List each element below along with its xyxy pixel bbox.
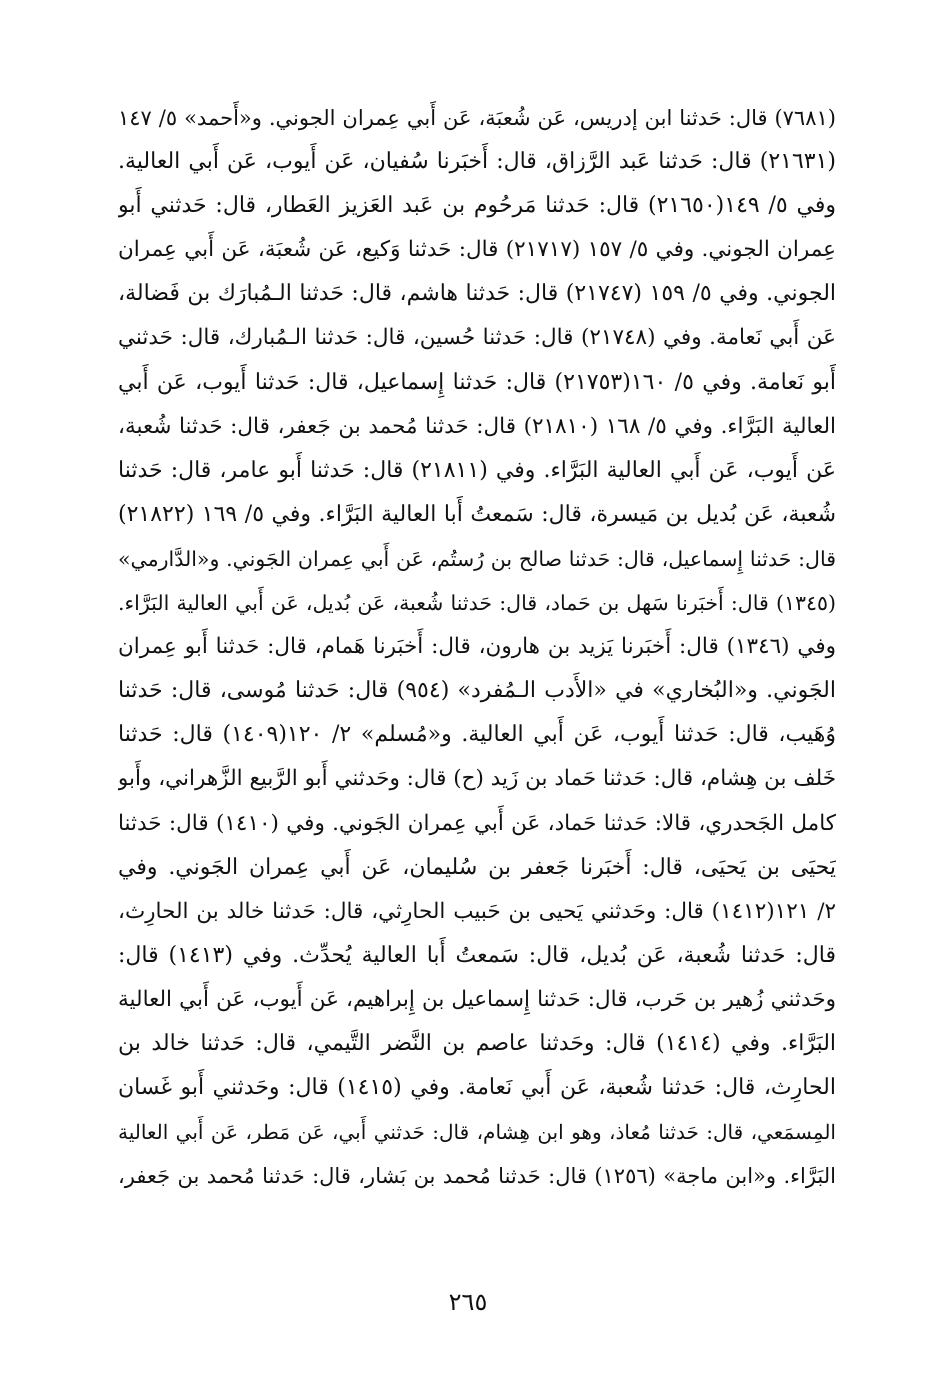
text-line: المِسمَعي، قال: حَدثنا مُعاذ، وهو ابن هِشام، قال: حَدثني أَبي، عَن مَطر، عَن أَبي العالية bbox=[118, 1120, 836, 1145]
text-line: خَلف بن هِشام، قال: حَدثنا حَماد بن زَيد (ح) قال: وحَدثني أَبو الرَّبيع الزَّهراني، وأَبو bbox=[118, 766, 836, 792]
text-line: الجَوني. و«البُخاري» في «الأَدب الـمُفرد» (٩٥٤) قال: حَدثنا مُوسى، قال: حَدثنا bbox=[118, 678, 836, 704]
text-line: البَرَّاء. وفي (١٤١٤) قال: وحَدثنا عاصم بن النَّضر التَّيمي، قال: حَدثنا خالد بن bbox=[118, 1030, 836, 1056]
text-line: وفي ٥/ ١٤٩(٢١٦٥٠) قال: حَدثنا مَرحُوم بن عَبد العَزيز العَطار، قال: حَدثني أَبو bbox=[118, 193, 836, 219]
text-line: الجوني. وفي ٥/ ١٥٩ (٢١٧٤٧) قال: حَدثنا هاشم، قال: حَدثنا الـمُبارَك بن فَضالة، bbox=[118, 281, 836, 307]
text-line: شُعبة، عَن بُديل بن مَيسرة، قال: سَمعتُ أَبا العالية البَرَّاء. وفي ٥/ ١٦٩ (٢١٨٢٢) bbox=[118, 501, 836, 527]
text-line: قال: حَدثنا إِسماعيل، قال: حَدثنا صالح بن رُستُم، عَن أَبي عِمران الجَوني. و«الدَّارمي» bbox=[118, 546, 836, 571]
text-line: قال: حَدثنا شُعبة، عَن بُديل، قال: سَمعتُ أَبا العالية يُحدِّث. وفي (١٤١٣) قال: bbox=[118, 942, 836, 968]
text-line: عَن أَيوب، عَن أَبي العالية البَرَّاء. وفي (٢١٨١١) قال: حَدثنا أَبو عامر، قال: حَدثنا bbox=[118, 457, 836, 483]
text-line: وُهَيب، قال: حَدثنا أَيوب، عَن أَبي العالية. و«مُسلم» ٢/ ١٢٠(١٤٠٩) قال: حَدثنا bbox=[118, 722, 836, 748]
text-line: أَبو نَعامة. وفي ٥/ ١٦٠(٢١٧٥٣) قال: حَدثنا إِسماعيل، قال: حَدثنا أَيوب، عَن أَبي bbox=[118, 369, 836, 395]
text-line: العالية البَرَّاء. وفي ٥/ ١٦٨ (٢١٨١٠) قال: حَدثنا مُحمد بن جَعفر، قال: حَدثنا شُعبة، bbox=[118, 413, 836, 439]
page-number: ٢٦٥ bbox=[448, 1288, 488, 1316]
text-line: الحارِث، قال: حَدثنا شُعبة، عَن أَبي نَعامة. وفي (١٤١٥) قال: وحَدثني أَبو غَسان bbox=[118, 1075, 836, 1101]
text-line: (٢١٦٣١) قال: حَدثنا عَبد الرَّزاق، قال: أَخبَرنا سُفيان، عَن أَيوب، عَن أَبي العالية. bbox=[118, 149, 836, 175]
body-text bbox=[118, 96, 836, 1198]
text-line: (١٣٤٥) قال: أَخبَرنا سَهل بن حَماد، قال: حَدثنا شُعبة، عَن بُديل، عَن أَبي العالية البَرَّاء. bbox=[118, 591, 836, 616]
text-line: وفي (١٣٤٦) قال: أَخبَرنا يَزيد بن هارون، قال: أَخبَرنا هَمام، قال: حَدثنا أَبو عِمران bbox=[118, 634, 836, 660]
text-line: عِمران الجوني. وفي ٥/ ١٥٧ (٢١٧١٧) قال: حَدثنا وَكيع، عَن شُعبَة، عَن أَبي عِمران bbox=[118, 237, 836, 263]
text-line: عَن أَبي نَعامة. وفي (٢١٧٤٨) قال: حَدثنا حُسين، قال: حَدثنا الـمُبارك، قال: حَدثني bbox=[118, 325, 836, 351]
text-line: البَرَّاء. و«ابن ماجة» (١٢٥٦) قال: حَدثنا مُحمد بن بَشار، قال: حَدثنا مُحمد بن جَعفر، bbox=[118, 1164, 836, 1189]
text-line: ٢/ ١٢١(١٤١٢) قال: وحَدثني يَحيى بن حَبيب الحارِثي، قال: حَدثنا خالد بن الحارِث، bbox=[118, 898, 836, 924]
text-line: وحَدثني زُهير بن حَرب، قال: حَدثنا إِسماعيل بن إِبراهيم، عَن أَيوب، عَن أَبي العالية bbox=[118, 986, 836, 1012]
text-line: (٧٦٨١) قال: حَدثنا ابن إدريس، عَن شُعبَة، عَن أَبي عِمران الجوني. و«أَحمد» ٥/ ١٤٧ bbox=[118, 106, 836, 130]
text-line: كامل الجَحدري، قالا: حَدثنا حَماد، عَن أَبي عِمران الجَوني. وفي (١٤١٠) قال: حَدثنا bbox=[118, 810, 836, 836]
text-line: يَحيَى بن يَحيَى، قال: أَخبَرنا جَعفر بن سُليمان، عَن أَبي عِمران الجَوني. وفي bbox=[118, 854, 836, 880]
